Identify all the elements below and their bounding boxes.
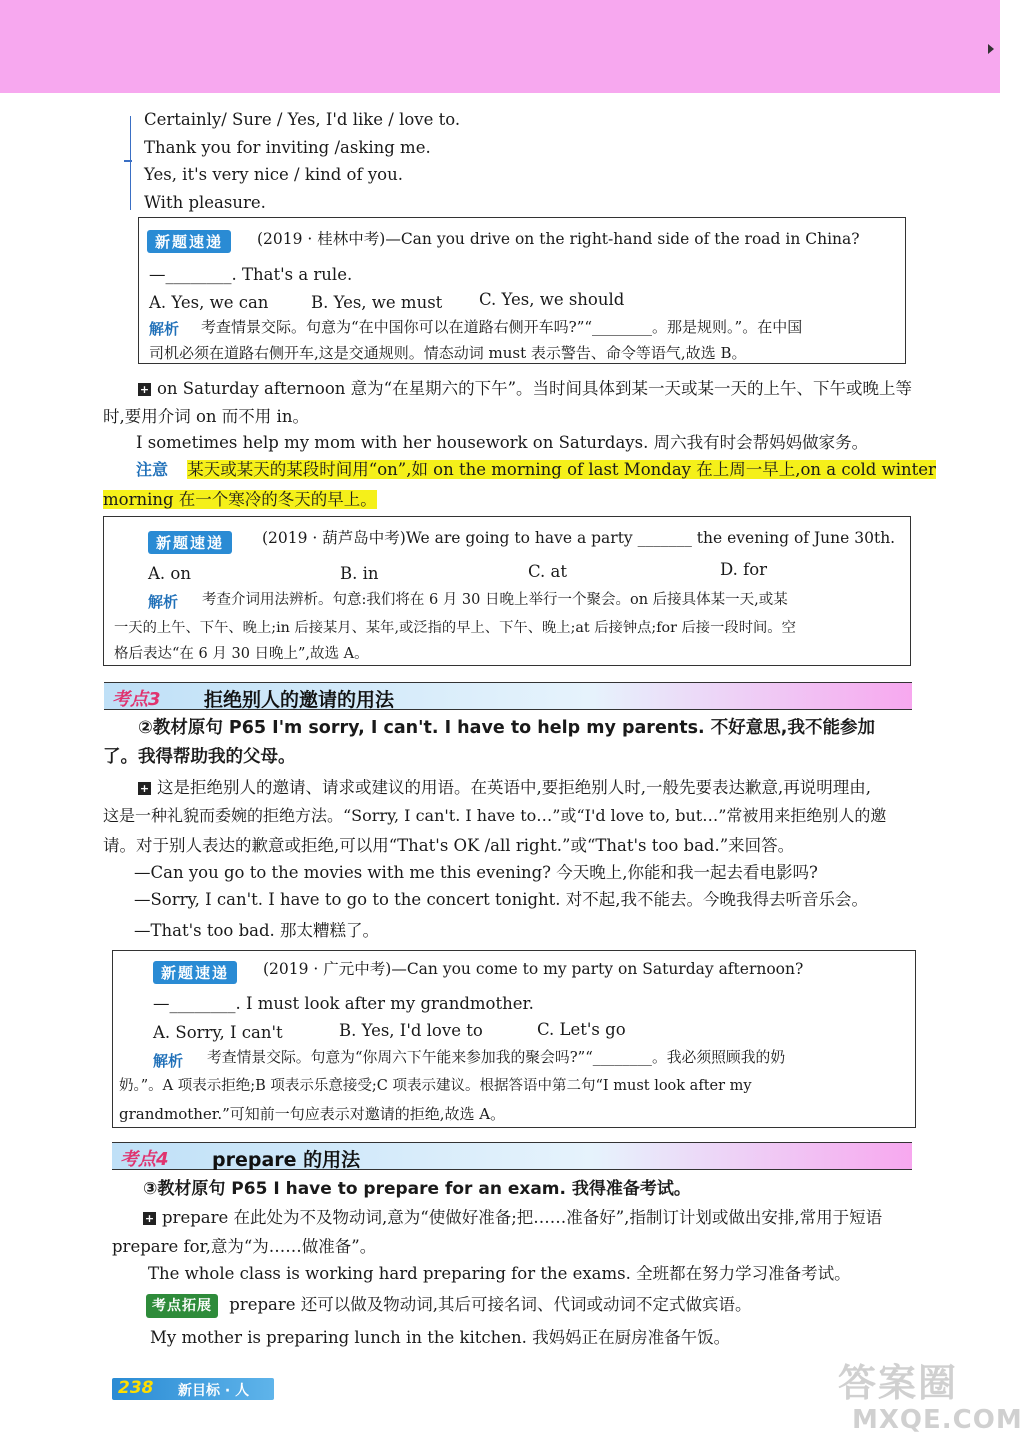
question-text: (2019 · 广元中考)—Can you come to my party on Saturday afternoon?: [263, 960, 804, 978]
expand-text: prepare 还可以做及物动词,其后可接名词、代词或动词不定式做宾语。: [229, 1295, 752, 1314]
note-1-line-2: 时,要用介词 on 而不用 in。: [103, 407, 309, 426]
example-sentence: I sometimes help my mom with her housework on Saturdays. 周六我有时会帮妈妈做家务。: [136, 433, 869, 452]
option-b: B. Yes, I'd love to: [339, 1021, 483, 1040]
dialog-line-1: —Can you go to the movies with me this evening? 今天晚上,你能和我一起去看电影吗?: [134, 863, 818, 882]
analysis-label: 解析: [153, 1052, 184, 1070]
brace-tip: [124, 160, 132, 162]
analysis-line: [153, 1050, 183, 1072]
book-title: 新目标 · 人: [178, 1383, 250, 1399]
option-b: B. in: [340, 564, 379, 583]
source-sentence-line-1: ②教材原句 P65 I'm sorry, I can't. I have to help my parents. 不好意思,我不能参加: [138, 718, 875, 738]
option-b: B. Yes, we must: [311, 293, 443, 312]
section3-note-line-3: 请。对于别人表达的歉意或拒绝,可以用“That's OK /all right.”或“That's too bad.”来回答。: [103, 836, 795, 855]
analysis-line: [148, 591, 178, 613]
reply-option-3: Yes, it's very nice / kind of you.: [144, 165, 403, 184]
analysis-text-3: grandmother.”可知前一句应表示对邀请的拒绝,故选 A。: [119, 1105, 506, 1123]
dialog-line-3: —That's too bad. 那太糟糕了。: [134, 921, 380, 940]
analysis-label: 解析: [148, 593, 179, 611]
section-label: 考点3: [112, 689, 161, 710]
section3-note-line-2: 这是一种礼貌而委婉的拒绝方法。“Sorry, I can't. I have to…”或“I'd love to, but…”常被用来拒绝别人的邀: [103, 806, 887, 825]
plus-icon: +: [139, 383, 150, 396]
note-1-line-1: [138, 378, 912, 400]
analysis-line: [149, 318, 179, 340]
reply-option-1: Certainly/ Sure / Yes, I'd like / love to.: [144, 110, 461, 129]
section3-note-line-1: [138, 777, 871, 799]
option-c: C. at: [528, 562, 567, 581]
expand-line: [146, 1294, 752, 1318]
option-a: A. Sorry, I can't: [153, 1023, 283, 1042]
attention-label: 注意: [136, 460, 169, 479]
analysis-text-2: 奶。”。A 项表示拒绝;B 项表示乐意接受;C 项表示建议。根据答语中第二句“I must look after my: [119, 1078, 752, 1094]
section4-note-line-2: prepare for,意为“为……做准备”。: [112, 1237, 377, 1256]
section-header-4: [112, 1142, 912, 1170]
page-number: 238: [118, 1378, 154, 1398]
answer-blank: —________. I must look after my grandmother.: [153, 994, 534, 1013]
section-title: prepare 的用法: [212, 1149, 361, 1171]
option-a: A. on: [148, 564, 191, 583]
example-sentence-2: My mother is preparing lunch in the kitchen. 我妈妈正在厨房准备午饭。: [150, 1328, 731, 1347]
watermark-url: MXQE.COM: [852, 1405, 1023, 1435]
page-footer: [112, 1378, 274, 1400]
analysis-text-3: 格后表达“在 6 月 30 日晚上”,故选 A。: [114, 646, 369, 662]
analysis-text-2: 一天的上午、下午、晚上;in 后接某月、某年,或泛指的早上、下午、晚上;at 后接钟点;for 后接一段时间。空: [114, 620, 796, 636]
source-sentence: ③教材原句 P65 I have to prepare for an exam. 我得准备考试。: [143, 1179, 691, 1199]
expand-tag: 考点拓展: [146, 1294, 218, 1318]
source-sentence-line-2: 了。我得帮助我的父母。: [103, 747, 296, 767]
analysis-text-1: 考查介词用法辨析。句意:我们将在 6 月 30 日晚上举行一个聚会。on 后接具体某一天,或某: [202, 592, 788, 608]
attention-text-2: morning 在一个寒冷的冬天的早上。: [103, 490, 377, 509]
exercise-box-3: [112, 950, 916, 1128]
note-text: on Saturday afternoon 意为“在星期六的下午”。当时间具体到某一天或某一天的上午、下午或晚上等: [157, 379, 913, 398]
watermark-text: 答案圈: [838, 1361, 959, 1405]
section-title: 拒绝别人的邀请的用法: [204, 689, 395, 711]
new-question-tag: 新题速递: [147, 230, 231, 253]
answer-blank: —________. That's a rule.: [149, 265, 353, 284]
option-c: C. Yes, we should: [479, 290, 625, 309]
page-header-band: [0, 0, 1000, 93]
corner-marker-icon: [988, 44, 994, 54]
option-c: C. Let's go: [537, 1020, 626, 1039]
section-label: 考点4: [120, 1149, 169, 1170]
dialog-line-2: —Sorry, I can't. I have to go to the concert tonight. 对不起,我不能去。今晚我得去听音乐会。: [134, 890, 869, 909]
note-text: 这是拒绝别人的邀请、请求或建议的用语。在英语中,要拒绝别人时,一般先要表达歉意,再说明理由,: [157, 778, 871, 797]
attention-text-1: 某天或某天的某段时间用“on”,如 on the morning of last Monday 在上周一早上,on a cold winter: [187, 460, 936, 479]
new-question-tag: 新题速递: [153, 961, 237, 984]
section-header-3: [104, 682, 912, 710]
option-d: D. for: [720, 560, 768, 579]
note-text: prepare 在此处为不及物动词,意为“使做好准备;把……准备好”,指制订计划或做出安排,常用于短语: [162, 1208, 883, 1227]
attention-line-1: [136, 459, 936, 481]
reply-option-2: Thank you for inviting /asking me.: [144, 138, 431, 157]
new-question-tag: 新题速递: [148, 531, 232, 554]
analysis-text-1: 考查情景交际。句意为“在中国你可以在道路右侧开车吗?”“________。那是规则。”。在中国: [201, 318, 803, 336]
question-text: (2019 · 葫芦岛中考)We are going to have a party _______ the evening of June 30th.: [262, 529, 896, 547]
analysis-label: 解析: [149, 320, 180, 338]
reply-option-4: With pleasure.: [144, 193, 266, 212]
brace-bracket: [130, 116, 142, 210]
question-text: (2019 · 桂林中考)—Can you drive on the right-hand side of the road in China?: [257, 230, 860, 248]
analysis-text-2: 司机必须在道路右侧开车,这是交通规则。情态动词 must 表示警告、命令等语气,故选 B。: [149, 344, 747, 362]
option-a: A. Yes, we can: [149, 293, 269, 312]
exercise-box-2: [103, 516, 911, 666]
plus-icon: +: [139, 782, 150, 795]
example-sentence-1: The whole class is working hard preparing for the exams. 全班都在努力学习准备考试。: [148, 1264, 851, 1283]
attention-line-2: [103, 489, 377, 511]
plus-icon: +: [144, 1212, 155, 1225]
analysis-text-1: 考查情景交际。句意为“你周六下午能来参加我的聚会吗?”“________。我必须照顾我的奶: [207, 1049, 786, 1066]
section4-note-line-1: [143, 1207, 882, 1229]
exercise-box-1: [138, 217, 906, 364]
